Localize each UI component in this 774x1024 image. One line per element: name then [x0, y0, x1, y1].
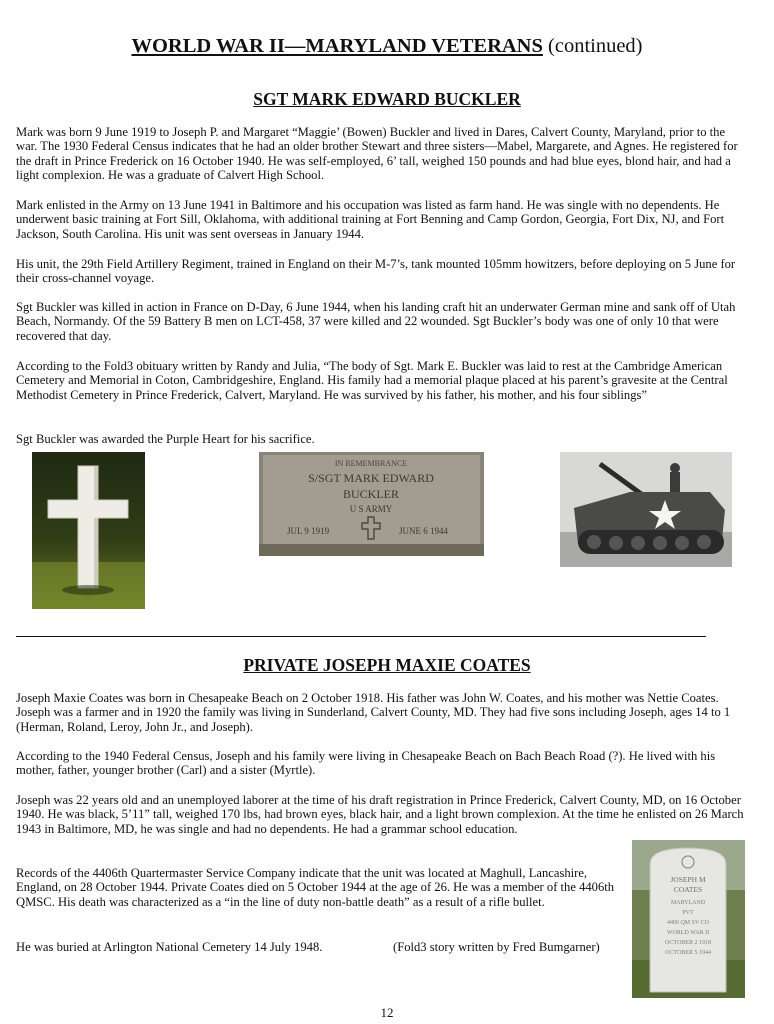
coates-paragraph-2: According to the 1940 Federal Census, Joseph and his family were living in Chesapeake Beach on Bach Beach Road (?). He lived with his mother, father, younger brother (Carl) and a sister (Myrtle). — [16, 749, 716, 778]
plaque-date-right: JUNE 6 1944 — [399, 526, 448, 536]
plaque-line-4: U S ARMY — [349, 504, 393, 514]
headstone-line-4: PVT — [682, 910, 694, 916]
buckler-paragraph-2: Mark enlisted in the Army on 13 June 1941 in Baltimore and his occupation was listed as farm hand. He was single with no dependents. He underwent basic training at Fort Sill, Oklahoma, with additional training at Fort Benning and Camp Gordon, Georgia, Fort Dix, NJ, and Fort Jackson, South Carolina. His unit was sent overseas in January 1944. — [16, 198, 725, 241]
headstone-line-3: MARYLAND — [670, 900, 706, 906]
buckler-paragraph-6: Sgt Buckler was awarded the Purple Heart for his sacrifice. — [16, 432, 315, 446]
memorial-plaque-photo — [259, 452, 484, 556]
coates-headstone-photo — [632, 840, 745, 998]
buckler-paragraph-5: According to the Fold3 obituary written by Randy and Julia, “The body of Sgt. Mark E. Buckler was laid to rest at the Cambridge American Cemetery and Memorial in Coton, Cambridgeshire, England. His family had a memorial plaque placed at his parent’s gravesite at the Central Methodist Cemetery in Prince Frederick, Calvert, Maryland. He was survived by his father, his mother, and his four siblings” — [16, 359, 728, 402]
headstone-line-8: OCTOBER 5 1944 — [665, 950, 711, 956]
plaque-line-3: BUCKLER — [342, 487, 400, 501]
page-title — [0, 34, 774, 58]
buckler-paragraph-1: Mark was born 9 June 1919 to Joseph P. and Margaret “Maggie’ (Bowen) Buckler and lived in Dares, Calvert County, Maryland, prior to the war. The 1930 Federal Census indicates that he had an older brother Stewart and three sisters—Mabel, Margarete, and Agnes. He registered for the draft in Prince Frederick on 16 October 1940. He was self-employed, 6’ tall, weighed 150 pounds and had blue eyes, blond hair, and had a light complexion. He was a graduate of Calvert High School. — [16, 125, 738, 183]
coates-paragraph-5: He was buried at Arlington National Cemetery 14 July 1948. — [16, 940, 323, 954]
coates-paragraph-3: Joseph was 22 years old and an unemployed laborer at the time of his draft registration in Prince Frederick, Calvert County, MD, on 16 October 1940. He was black, 5’11” tall, weighed 170 lbs, had brown eyes, black hair, and a light brown complexion. At the time he enlisted on 26 March 1943 in Baltimore, MD, he was single and had no dependents. He had a grammar school education. — [16, 793, 744, 836]
coates-heading: PRIVATE JOSEPH MAXIE COATES — [243, 655, 531, 675]
coates-paragraph-1: Joseph Maxie Coates was born in Chesapeake Beach on 2 October 1918. His father was John W. Coates, and his mother was Nettie Coates. Joseph was a farmer and in 1920 the family was living in Sunderland, Calvert County, MD. They had five sons including Joseph, ages 14 to 1 (Herman, Roland, Leroy, John Jr., and Joseph). — [16, 691, 731, 734]
page-number: 12 — [380, 1005, 394, 1020]
headstone-line-7: OCTOBER 2 1918 — [665, 940, 711, 946]
page-title-main: WORLD WAR II—MARYLAND VETERANS — [131, 35, 543, 57]
headstone-line-5: 4406 QM SV CO — [666, 920, 710, 926]
coates-paragraph-4: Records of the 4406th Quartermaster Service Company indicate that the unit was located at Maghull, Lancashire, England, on 28 October 1944. Private Coates died on 5 October 1944 at the age of 26. He was a member of the 4406th QMSC. His death was characterized as a “in the line of duty non-battle death” as a result of a rifle bullet. — [16, 866, 615, 909]
story-credit: (Fold3 story written by Fred Bumgarner) — [393, 940, 600, 954]
cross-grave-photo — [32, 452, 145, 609]
headstone-line-1: JOSEPH M — [670, 875, 706, 884]
buckler-paragraph-3: His unit, the 29th Field Artillery Regiment, trained in England on their M-7’s, tank mounted 105mm howitzers, before deploying on 5 June for their cross-channel voyage. — [16, 257, 736, 286]
headstone-line-6: WORLD WAR II — [666, 930, 710, 936]
section-divider — [16, 636, 706, 637]
buckler-heading: SGT MARK EDWARD BUCKLER — [253, 89, 521, 109]
page-title-continued: (continued) — [548, 35, 643, 57]
plaque-date-left: JUL 9 1919 — [287, 526, 330, 536]
buckler-paragraph-4: Sgt Buckler was killed in action in France on D-Day, 6 June 1944, when his landing craft hit an underwater German mine and sank off of Utah Beach, Normandy. Of the 59 Battery B men on LCT-458, 37 were killed and 22 wounded. Sgt Buckler’s body was one of only 10 that were recovered that day. — [16, 300, 736, 343]
plaque-line-2: S/SGT MARK EDWARD — [308, 471, 434, 485]
plaque-line-1: IN REMEMBRANCE — [334, 459, 408, 468]
m7-howitzer-photo — [560, 452, 732, 567]
headstone-line-2: COATES — [673, 885, 703, 894]
